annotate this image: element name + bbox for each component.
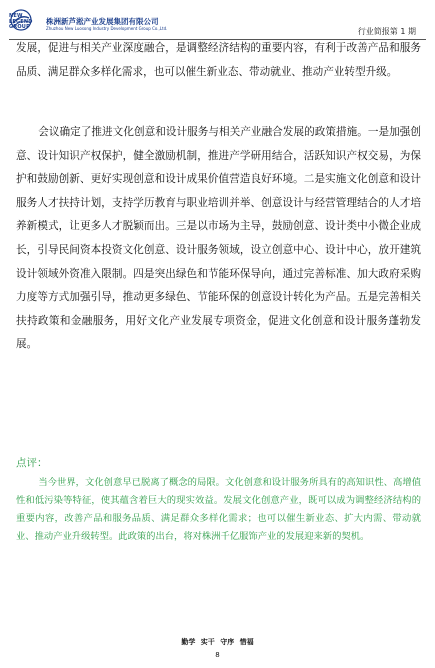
page-header — [0, 0, 435, 40]
body-paragraph-1: 发展，促进与相关产业深度融合，是调整经济结构的重要内容，有利于改善产品和服务品质、满足群众多样化需求，也可以催生新业态、带动就业、推动产业转型升级。 — [16, 42, 421, 78]
footer-motto: 勤学 实干 守序 惜福 — [181, 638, 254, 646]
logo-brand-text: NEW LEGEND GROUP — [9, 13, 33, 30]
company-name-en: Zhuzhou New Luosong Industry Development Group Co.,Ltd. — [46, 26, 168, 31]
issue-label: 行业简报第 1 期 — [357, 27, 416, 36]
page-number: 8 — [215, 651, 220, 659]
comment-text: 当今世界，文化创意早已脱离了概念的局限。文化创意和设计服务所具有的高知识性、高增值性和低污染等特征，使其蕴含着巨大的现实效益。发展文化创意产业，既可以成为调整经济结构的重要内容，改善产品和服务品质、满足群众多样化需求；也可以催生新业态、扩大内需、带动就业、推动产业升级转型。此政策的出台，将对株洲千亿服饰产业的发展迎来新的契机。 — [16, 477, 421, 542]
comment-label: 点评： — [16, 457, 48, 469]
body-paragraph-2: 会议确定了推进文化创意和设计服务与相关产业融合发展的政策措施。一是加强创意、设计知识产权保护，健全激励机制，推进产学研用结合，活跃知识产权交易，为保护和鼓励创新、更好实现创意和设计成果价值营造良好环境。二是实施文化创意和设计服务人才扶持计划，支持学历教育与职业培训并举、创意设计与经营管理结合的人才培养新模式，让更多人才脱颖而出。三是以市场为主导，鼓励创意、设计类中小微企业成长，引导民间资本投资文化创意、设计服务领域，设立创意中心、设计中心，放开建筑设计领域外资准入限制。四是突出绿色和节能环保导向，通过完善标准、加大政府采购力度等方式加强引导，推动更多绿色、节能环保的创意设计转化为产品。五是完善相关扶持政策和金融服务，用好文化产业发展专项资金，促进文化创意和设计服务蓬勃发展。 — [16, 126, 421, 351]
company-name-cn: 株洲新芦淞产业发展集团有限公司 — [46, 17, 159, 26]
